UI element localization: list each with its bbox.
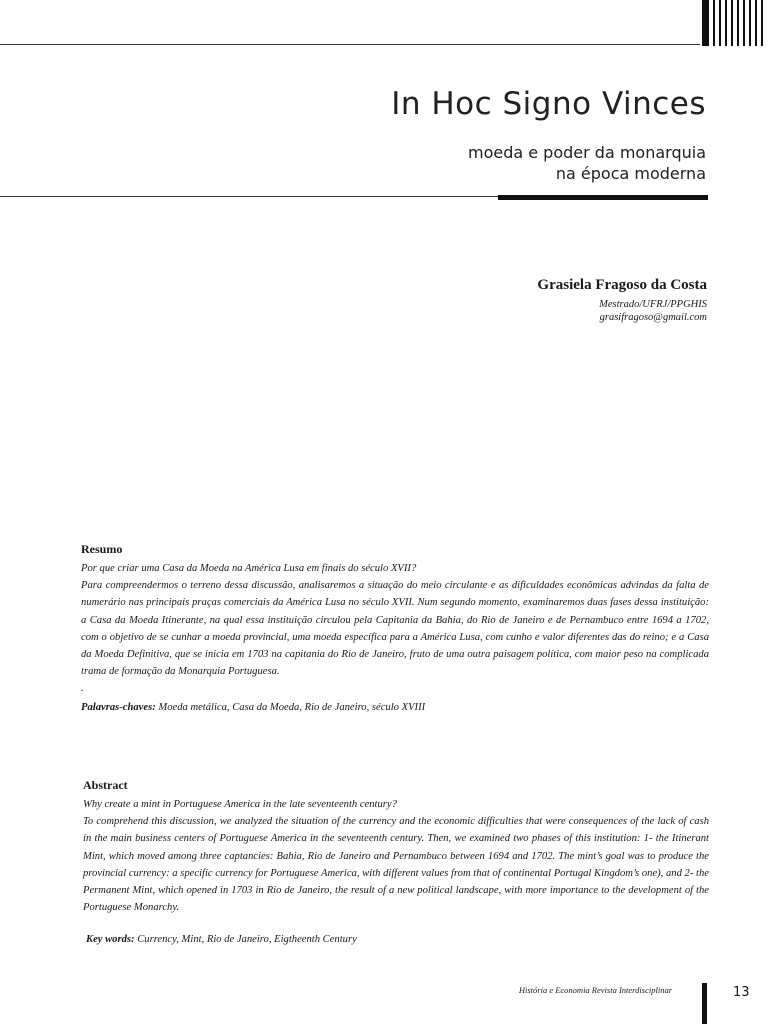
resumo-question: Por que criar uma Casa da Moeda na América Lusa em finais do século XVII? <box>81 563 417 574</box>
abstract-body: To comprehend this discussion, we analyzed the situation of the currency and the economic difficulties that were consequences of the lack of cash in the main business centers of Portuguese America in the seventeenth century. Then, we examined two phases of this institution: 1- the Itinerant Mint, which moved among three captancies: Bahia, Rio de Janeiro and Pernambuco between 1694 and 1702. The mint’s goal was to produce the provincial currency: a specific currency for Portuguese America, with different values from that of continental Portugal Kingdom’s one), and 2- the Permanent Mint, which opened in 1703 in Rio de Janeiro, the result of a new political landscape, with more importance to the development of the Portuguese Monarchy. <box>83 816 709 914</box>
resumo-section <box>81 542 709 713</box>
resumo-body: Para compreendermos o terreno dessa discussão, analisaremos a situação do meio circulante e as dificuldades econômicas advindas da falta de numerário nas principais praças comerciais da América Lusa no século XVII. Num segundo momento, examinaremos duas fases dessa instituição: a Casa da Moeda Itinerante, na qual essa instituição circulou pela Capitania da Bahia, do Rio de Janeiro e de Pernambuco entre 1694 a 1702, com o objetivo de se cunhar a moeda provincial, uma moeda específica para a América Lusa, com cunho e valor diferentes das do reino; e a Casa da Moeda Definitiva, que se inicia em 1703 na capitania do Rio de Janeiro, fruto de uma outra paisagem política, com maior peso na complicada trama de formação da Monarquia Portuguesa. <box>81 580 709 678</box>
abstract-keywords <box>86 934 357 945</box>
top-rule <box>0 44 700 45</box>
abstract-keywords-label: Key words: <box>86 934 135 945</box>
abstract-section <box>83 778 709 916</box>
author-email[interactable]: grasifragoso@gmail.com <box>599 312 707 323</box>
footer-bar <box>702 983 707 1024</box>
article-title: In Hoc Signo Vinces <box>391 86 706 122</box>
abstract-heading: Abstract <box>83 778 128 792</box>
header-stripes <box>700 0 768 46</box>
author-block <box>537 277 707 324</box>
resumo-keywords-text: Moeda metálica, Casa da Moeda, Rio de Janeiro, século XVIII <box>158 701 426 713</box>
resumo-keywords <box>81 702 709 713</box>
author-affiliation: Mestrado/UFRJ/PPGHIS <box>599 299 707 310</box>
title-rule <box>0 196 500 197</box>
article-subtitle <box>468 142 706 184</box>
resumo-heading: Resumo <box>81 542 123 556</box>
page-number: 13 <box>733 985 750 1000</box>
title-bar <box>498 195 708 200</box>
resumo-keywords-label: Palavras-chaves: <box>81 701 156 713</box>
subtitle-line-2: na época moderna <box>555 164 706 183</box>
footer-journal-name: História e Economia Revista Interdisciplinar <box>518 985 672 995</box>
abstract-keywords-text: Currency, Mint, Rio de Janeiro, Eigtheenth Century <box>137 934 357 945</box>
subtitle-line-1: moeda e poder da monarquia <box>467 143 706 162</box>
resumo-dot: . <box>81 683 84 695</box>
author-name: Grasiela Fragoso da Costa <box>537 277 707 293</box>
abstract-question: Why create a mint in Portuguese America in the late seventeenth century? <box>83 799 397 810</box>
